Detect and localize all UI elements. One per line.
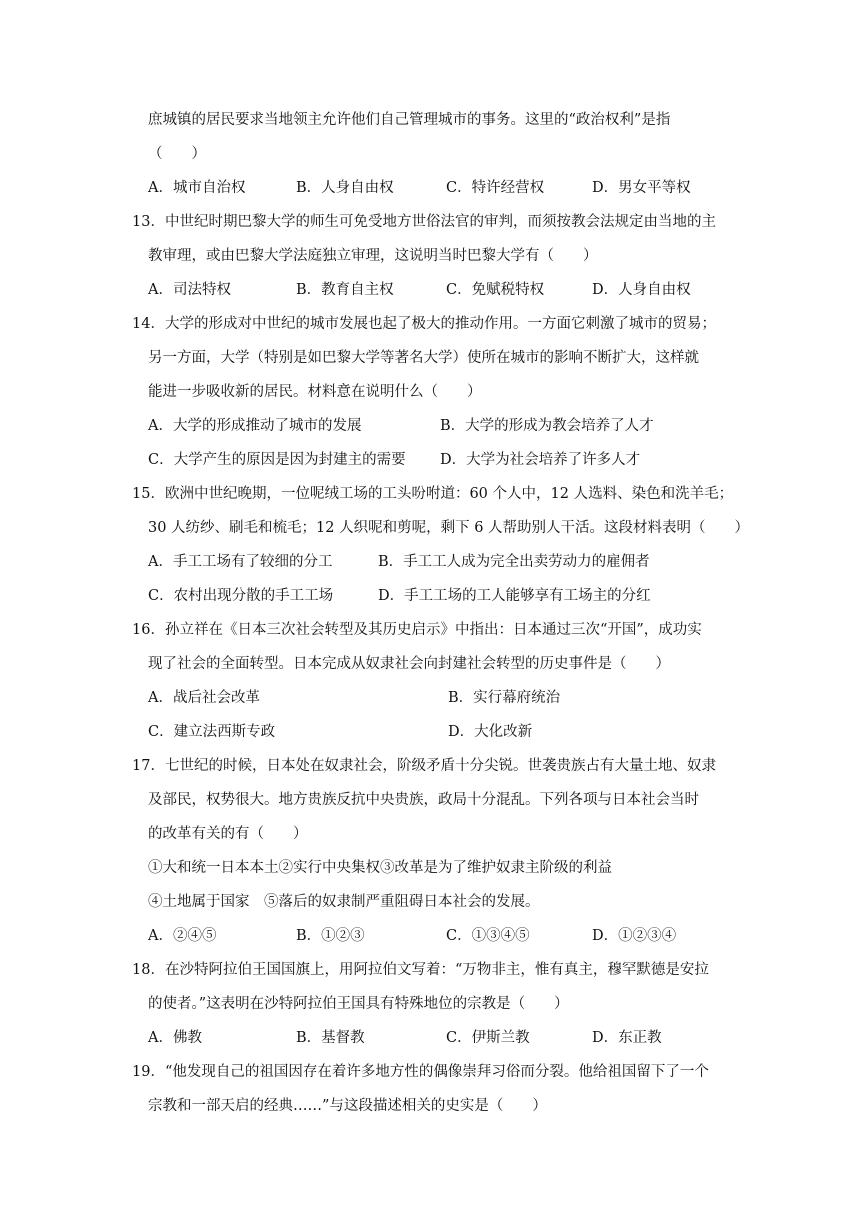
- question-13-text-line-1: 13．中世纪时期巴黎大学的师生可免受地方世俗法官的审判，而须按教会法规定由当地的主: [132, 214, 716, 230]
- option-b: B．大学的形成为教会培养了人才: [440, 418, 654, 434]
- option-a: A．城市自治权: [148, 180, 246, 196]
- option-d: D．手工工场的工人能够享有工场主的分红: [378, 588, 651, 604]
- question-14-text-line-2: 另一方面，大学（特别是如巴黎大学等著名大学）使所在城市的影响不断扩大，这样就: [148, 350, 699, 366]
- question-16-text-line-1: 16．孙立祥在《日本三次社会转型及其历史启示》中指出：日本通过三次“开国”，成功实: [132, 622, 702, 638]
- question-17-statements-line-2: ④土地属于国家 ⑤落后的奴隶制严重阻碍日本社会的发展。: [148, 894, 540, 910]
- option-b: B．教育自主权: [296, 282, 394, 298]
- question-12-text-line-1: 庶城镇的居民要求当地领主允许他们自己管理城市的事务。这里的“政治权利”是指: [148, 112, 671, 128]
- question-17-text-line-3: 的改革有关的有（ ）: [148, 826, 308, 842]
- question-19-text-line-2: 宗教和一部天启的经典……”与这段描述相关的史实是（ ）: [148, 1098, 547, 1114]
- option-d: D．东正教: [592, 1030, 662, 1046]
- option-c: C．建立法西斯专政: [148, 724, 276, 740]
- question-18-text-line-1: 18．在沙特阿拉伯王国国旗上，用阿拉伯文写着：“万物非主，惟有真主，穆罕默德是安拉: [132, 962, 709, 978]
- option-d: D．男女平等权: [592, 180, 691, 196]
- option-d: D．大学为社会培养了许多人才: [440, 452, 641, 468]
- option-d: D．①②③④: [592, 928, 677, 944]
- option-a: A．②④⑤: [148, 928, 217, 944]
- option-a: A．战后社会改革: [148, 690, 260, 706]
- option-c: C．特许经营权: [446, 180, 545, 196]
- option-b: B．基督教: [296, 1030, 365, 1046]
- option-a: A．手工工场有了较细的分工: [148, 554, 333, 570]
- option-b: B．实行幕府统治: [448, 690, 561, 706]
- question-17-text-line-1: 17．七世纪的时候，日本处在奴隶社会，阶级矛盾十分尖锐。世袭贵族占有大量土地、奴隶: [132, 758, 716, 774]
- option-c: C．大学产生的原因是因为封建主的需要: [148, 452, 406, 468]
- question-15-text-line-1: 15．欧洲中世纪晚期，一位呢绒工场的工头吩咐道：60 个人中，12 人选料、染色和洗羊毛；: [132, 486, 734, 502]
- option-a: A．佛教: [148, 1030, 202, 1046]
- question-14-text-line-3: 能进一步吸收新的居民。材料意在说明什么（ ）: [148, 384, 482, 400]
- option-b: B．人身自由权: [296, 180, 394, 196]
- question-17-statements-line-1: ①大和统一日本本土②实行中央集权③改革是为了维护奴隶主阶级的利益: [148, 860, 612, 876]
- option-a: A．司法特权: [148, 282, 231, 298]
- option-d: D．人身自由权: [592, 282, 691, 298]
- option-c: C．农村出现分散的手工工场: [148, 588, 334, 604]
- question-17-text-line-2: 及部民，权势很大。地方贵族反抗中央贵族，政局十分混乱。下列各项与日本社会当时: [148, 792, 699, 808]
- option-c: C．免赋税特权: [446, 282, 545, 298]
- option-a: A．大学的形成推动了城市的发展: [148, 418, 362, 434]
- question-16-text-line-2: 现了社会的全面转型。日本完成从奴隶社会向封建社会转型的历史事件是（ ）: [148, 656, 670, 672]
- question-19-text-line-1: 19．“他发现自己的祖国因存在着许多地方性的偶像崇拜习俗而分裂。他给祖国留下了一个: [132, 1064, 709, 1080]
- question-18-text-line-2: 的使者。”这表明在沙特阿拉伯王国具有特殊地位的宗教是（ ）: [148, 996, 569, 1012]
- option-c: C．伊斯兰教: [446, 1030, 530, 1046]
- option-b: B．①②③: [296, 928, 365, 944]
- question-13-text-line-2: 教审理，或由巴黎大学法庭独立审理，这说明当时巴黎大学有（ ）: [148, 248, 598, 264]
- question-15-text-line-2: 30 人纺纱、刷毛和梳毛；12 人织呢和剪呢，剩下 6 人帮助别人干活。这段材料表明（ ）: [148, 520, 750, 536]
- option-d: D．大化改新: [448, 724, 533, 740]
- question-14-text-line-1: 14．大学的形成对中世纪的城市发展也起了极大的推动作用。一方面它刺激了城市的贸易；: [132, 316, 716, 332]
- option-c: C．①③④⑤: [446, 928, 530, 944]
- option-b: B．手工工人成为完全出卖劳动力的雇佣者: [378, 554, 650, 570]
- question-12-text-line-2: （ ）: [148, 146, 206, 162]
